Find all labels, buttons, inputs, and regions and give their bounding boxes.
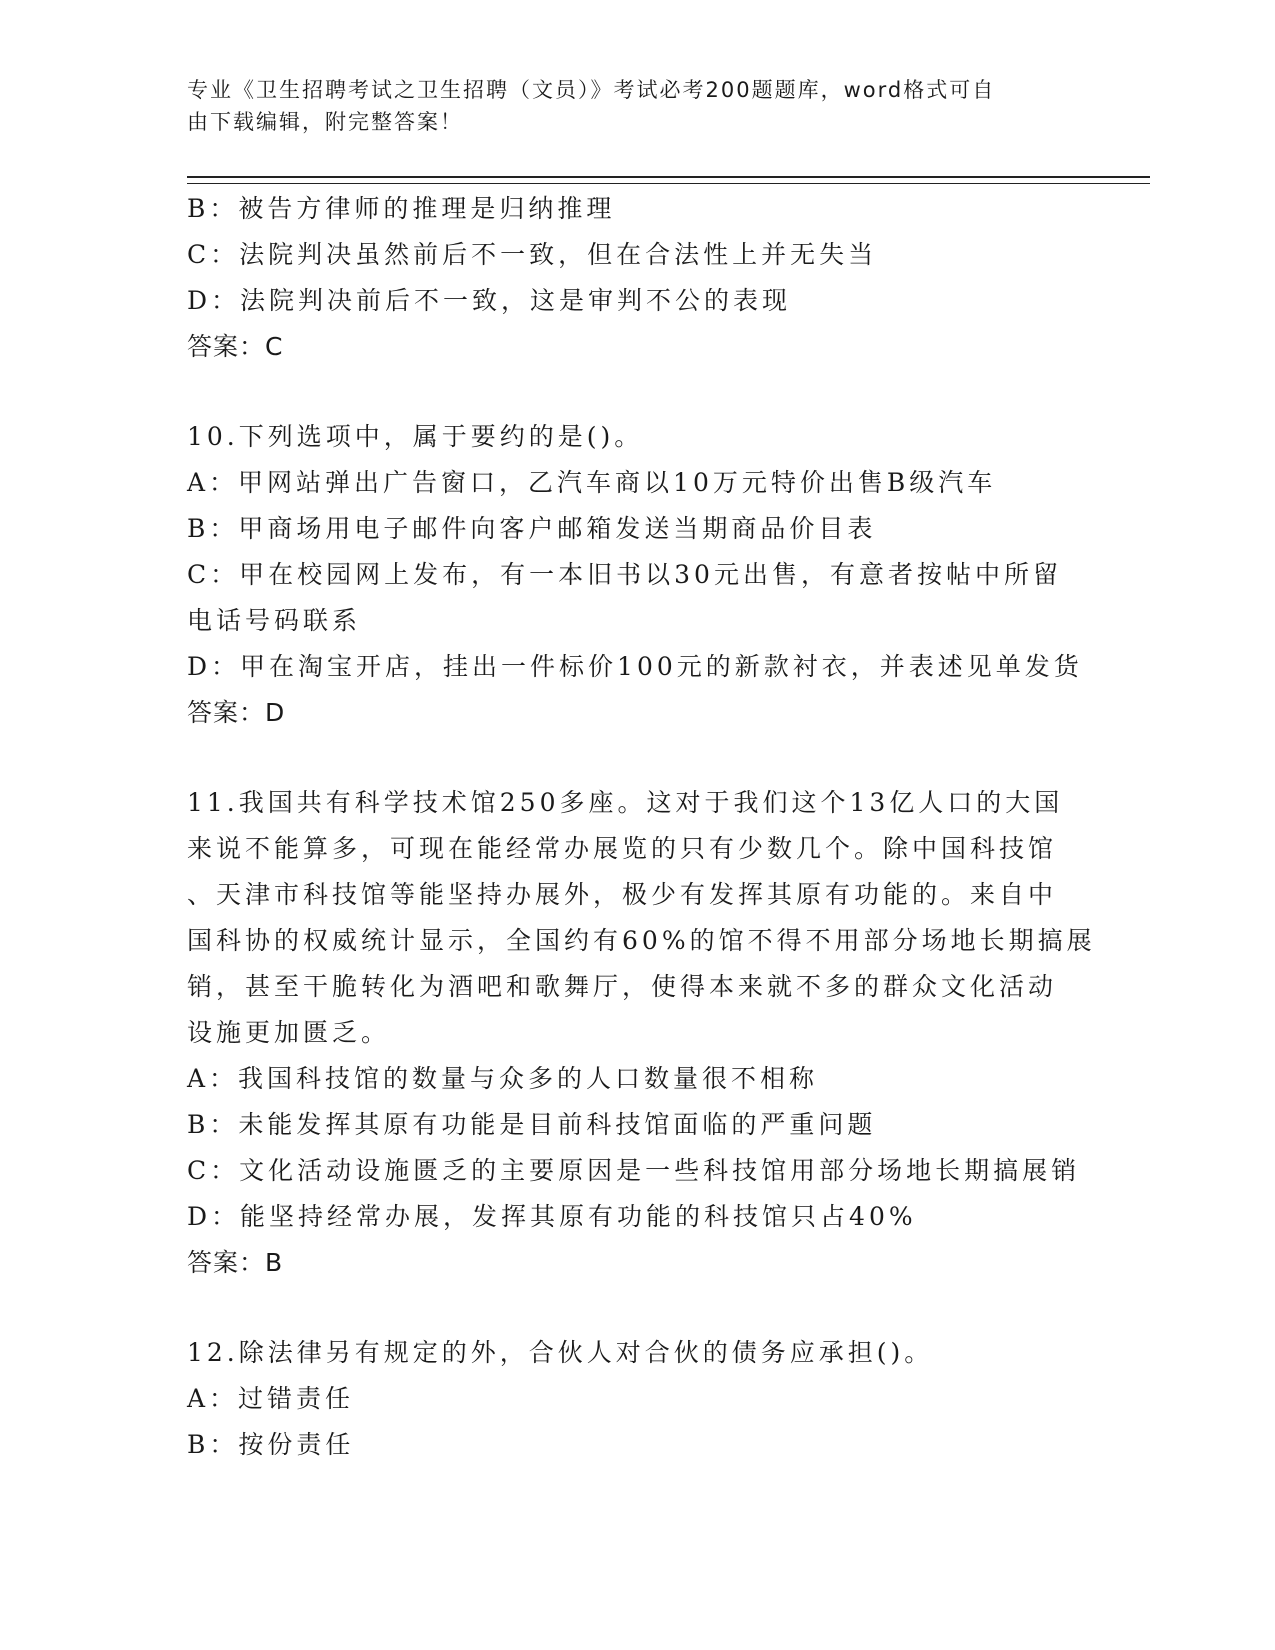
question-stem-line: 设施更加匮乏。 <box>187 1018 391 1047</box>
answer-label: 答案：C <box>187 332 284 361</box>
option-d: D：能坚持经常办展，发挥其原有功能的科技馆只占40% <box>187 1202 917 1231</box>
option-c: C：甲在校园网上发布，有一本旧书以30元出售，有意者按帖中所留 <box>187 560 1062 589</box>
question-stem-line: 销，甚至干脆转化为酒吧和歌舞厅，使得本来就不多的群众文化活动 <box>187 972 1058 1001</box>
header-line-1: 专业《卫生招聘考试之卫生招聘（文员）》考试必考200题题库，word格式可自 <box>187 78 996 102</box>
option-b: B：按份责任 <box>187 1430 355 1459</box>
option-c: C：法院判决虽然前后不一致，但在合法性上并无失当 <box>187 240 878 269</box>
option-b: B：未能发挥其原有功能是目前科技馆面临的严重问题 <box>187 1110 877 1139</box>
option-a: A：甲网站弹出广告窗口，乙汽车商以10万元特价出售B级汽车 <box>187 468 997 497</box>
question-list <box>187 186 1096 1468</box>
option-c: C：文化活动设施匮乏的主要原因是一些科技馆用部分场地长期搞展销 <box>187 1156 1081 1185</box>
option-b: B：甲商场用电子邮件向客户邮箱发送当期商品价目表 <box>187 514 877 543</box>
question-stem-line: 国科协的权威统计显示，全国约有60%的馆不得不用部分场地长期搞展 <box>187 926 1096 955</box>
option-d: D：法院判决前后不一致，这是审判不公的表现 <box>187 286 792 315</box>
option-b: B：被告方律师的推理是归纳推理 <box>187 194 616 223</box>
document-header <box>187 74 1067 138</box>
question-9-tail <box>187 186 1087 370</box>
question-stem-line: 来说不能算多，可现在能经常办展览的只有少数几个。除中国科技馆 <box>187 834 1058 863</box>
option-a: A：我国科技馆的数量与众多的人口数量很不相称 <box>187 1064 819 1093</box>
answer-label: 答案：D <box>187 698 286 727</box>
question-stem: 10.下列选项中，属于要约的是()。 <box>187 422 644 451</box>
question-stem: 12.除法律另有规定的外，合伙人对合伙的债务应承担()。 <box>187 1338 934 1367</box>
option-d: D：甲在淘宝开店，挂出一件标价100元的新款衬衣，并表述见单发货 <box>187 652 1083 681</box>
header-line-2: 由下载编辑，附完整答案！ <box>187 110 463 134</box>
question-stem-line: 、天津市科技馆等能坚持办展外，极少有发挥其原有功能的。来自中 <box>187 880 1058 909</box>
question-stem-line: 11.我国共有科学技术馆250多座。这对于我们这个13亿人口的大国 <box>187 788 1064 817</box>
answer-label: 答案：B <box>187 1248 284 1277</box>
question-12 <box>187 1330 1087 1468</box>
question-11 <box>187 780 1096 1286</box>
option-c-continued: 电话号码联系 <box>187 606 362 635</box>
header-divider <box>187 176 1150 184</box>
option-a: A：过错责任 <box>187 1384 355 1413</box>
question-10 <box>187 414 1087 736</box>
